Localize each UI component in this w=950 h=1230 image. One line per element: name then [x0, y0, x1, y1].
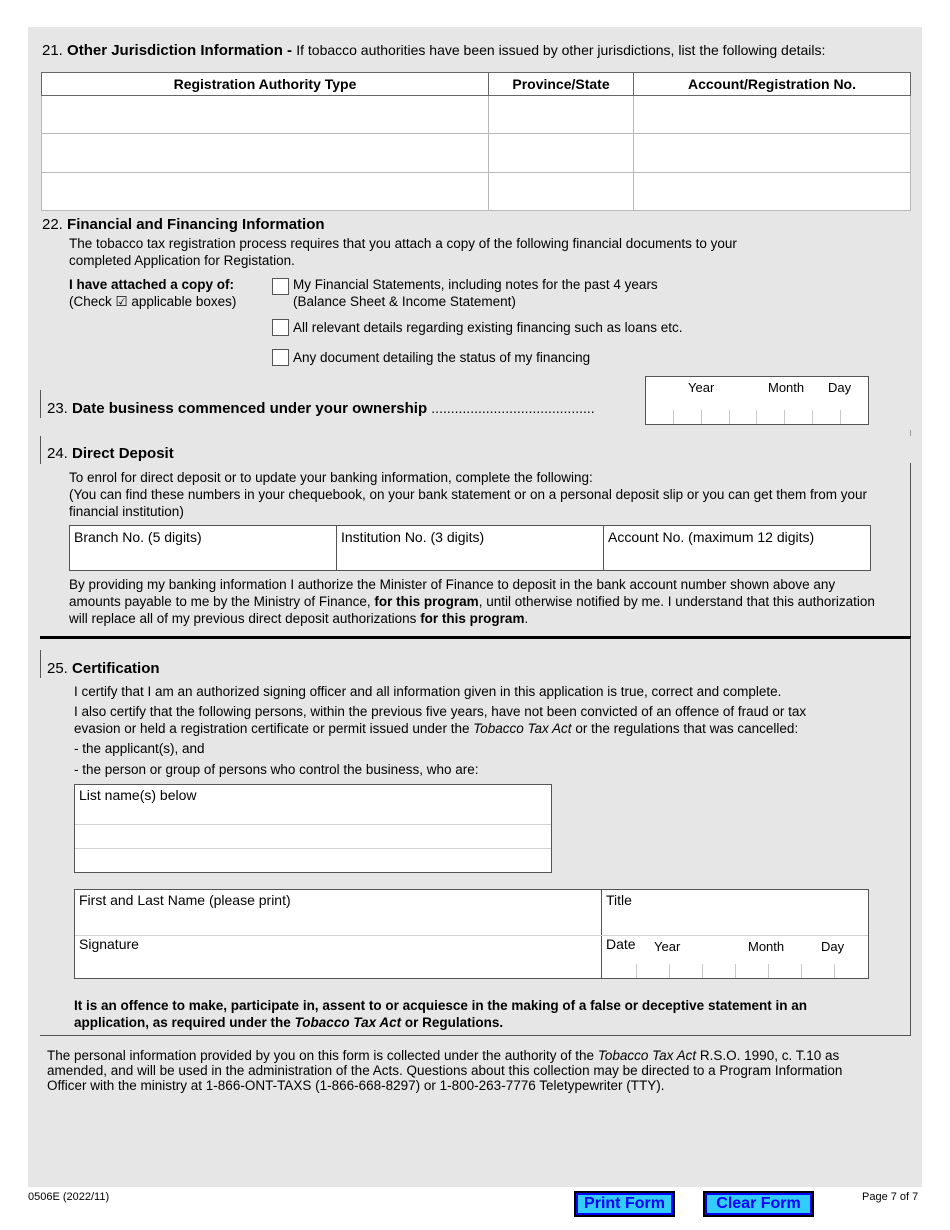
digit-separator — [840, 410, 841, 424]
divider — [910, 638, 911, 1036]
divider — [40, 390, 41, 418]
column-header: Province/State — [489, 73, 634, 96]
certification-text: I also certify that the following persons, within the previous five years, have not been convicted of an offence of fraud or tax — [74, 704, 807, 719]
digit-separator — [636, 964, 637, 978]
title-input[interactable] — [602, 890, 868, 935]
section-23-heading — [47, 399, 639, 418]
option-label: Any document detailing the status of my financing — [293, 350, 591, 365]
deposit-intro: To enrol for direct deposit or to update your banking information, complete the following: — [69, 470, 593, 485]
name-row-input[interactable] — [75, 849, 551, 872]
column-header: Account/Registration No. — [634, 73, 911, 96]
digit-separator — [735, 964, 736, 978]
commence-date-field[interactable] — [645, 376, 869, 425]
digit-separator — [702, 964, 703, 978]
day-label: Day — [828, 380, 852, 395]
year-label: Year — [688, 380, 715, 395]
financing-details-checkbox[interactable] — [272, 319, 289, 336]
section-number: 21. — [42, 42, 63, 59]
province-input[interactable] — [489, 173, 634, 211]
certification-text-part: or the regulations that was cancelled: — [575, 721, 799, 736]
section-title: Direct Deposit — [72, 445, 174, 462]
dot-leader: .......................................... — [431, 400, 595, 416]
divider — [40, 650, 41, 678]
divider — [40, 436, 41, 464]
name-label: First and Last Name (please print) — [79, 892, 291, 908]
clear-form-button[interactable]: Clear Form — [703, 1191, 814, 1217]
column-header: Registration Authority Type — [42, 73, 489, 96]
deposit-intro: (You can find these numbers in your chequebook, on your bank statement or on a personal deposit slip or you can get them from your — [69, 487, 867, 502]
authorization-text: By providing my banking information I authorize the Minister of Finance to deposit in the bank account number shown above any — [69, 577, 836, 592]
authorization-emphasis: for this program — [420, 611, 525, 626]
section-number: 22. — [42, 216, 63, 233]
page-number: Page 7 of 7 — [862, 1191, 919, 1203]
digit-separator — [701, 410, 702, 424]
title-label: Title — [606, 892, 632, 908]
authorization-text-part: will replace all of my previous direct deposit authorizations — [69, 611, 417, 626]
financing-status-checkbox[interactable] — [272, 349, 289, 366]
offence-text-part: or Regulations. — [404, 1015, 504, 1030]
signing-officer-block — [74, 889, 869, 979]
month-label: Month — [748, 939, 785, 954]
section-description: The tobacco tax registration process requires that you attach a copy of the following financial documents to your — [69, 236, 737, 251]
month-label: Month — [768, 380, 805, 395]
option-label: All relevant details regarding existing financing such as loans etc. — [293, 320, 683, 335]
account-no-input[interactable] — [634, 96, 911, 134]
section-21-heading — [42, 41, 922, 60]
section-25-heading — [47, 660, 160, 678]
digit-separator — [801, 964, 802, 978]
check-hint: (Check ☑ applicable boxes) — [69, 294, 237, 309]
controllers-list — [74, 784, 552, 873]
section-description: completed Application for Registation. — [69, 253, 295, 268]
option-label: (Balance Sheet & Income Statement) — [293, 294, 516, 309]
print-form-button[interactable]: Print Form — [574, 1191, 675, 1217]
offence-warning — [74, 1014, 503, 1031]
branch-number-field[interactable] — [70, 526, 337, 571]
year-label: Year — [654, 939, 681, 954]
name-input[interactable] — [75, 890, 601, 935]
deposit-intro: financial institution) — [69, 504, 184, 519]
section-divider — [40, 636, 911, 639]
divider — [910, 430, 911, 436]
certification-text — [74, 720, 798, 737]
privacy-text-part: The personal information provided by you on this form is collected under the authority of the — [47, 1048, 595, 1063]
authority-type-input[interactable] — [42, 96, 489, 134]
section-title: Financial and Financing Information — [67, 216, 325, 233]
institution-label: Institution No. (3 digits) — [341, 529, 485, 545]
digit-separator — [812, 410, 813, 424]
option-label: My Financial Statements, including notes for the past 4 years — [293, 277, 658, 292]
act-name: Tobacco Tax Act — [473, 721, 572, 736]
privacy-notice: Officer with the ministry at 1-866-ONT-TAXS (1-866-668-8297) or 1-800-263-7776 Teletypewriter (TTY). — [47, 1078, 665, 1093]
section-description: If tobacco authorities have been issued by other jurisdictions, list the following details: — [296, 42, 826, 58]
privacy-text-part: R.S.O. 1990, c. T.10 as — [699, 1048, 840, 1063]
authority-type-input[interactable] — [42, 134, 489, 173]
authorization-text — [69, 593, 875, 610]
digit-separator — [669, 964, 670, 978]
signature-input[interactable] — [75, 936, 601, 978]
authority-type-input[interactable] — [42, 173, 489, 211]
bullet-item: - the applicant(s), and — [74, 741, 205, 756]
date-label: Date — [606, 936, 636, 952]
institution-number-field[interactable] — [337, 526, 604, 571]
section-number: 23. — [47, 400, 68, 417]
privacy-notice: amended, and will be used in the administration of the Acts. Questions about this collection may be directed to a Program Information — [47, 1063, 843, 1078]
digit-separator — [768, 964, 769, 978]
act-name: Tobacco Tax Act — [294, 1015, 402, 1030]
section-divider — [40, 1035, 911, 1036]
jurisdiction-table — [41, 72, 911, 211]
bullet-item: - the person or group of persons who control the business, who are: — [74, 762, 479, 777]
digit-separator — [756, 410, 757, 424]
certification-text-part: evasion or held a registration certificate or permit issued under the — [74, 721, 470, 736]
authorization-text-part: , until otherwise notified by me. I understand that this authorization — [478, 594, 875, 609]
banking-table — [69, 525, 871, 571]
digit-separator — [784, 410, 785, 424]
act-name: Tobacco Tax Act — [597, 1048, 697, 1063]
section-22-heading — [42, 216, 325, 234]
list-label: List name(s) below — [79, 787, 197, 803]
account-no-input[interactable] — [634, 134, 911, 173]
form-id: 0506E (2022/11) — [28, 1191, 110, 1203]
offence-warning: It is an offence to make, participate in, assent to or acquiesce in the making of a false or deceptive statement in an — [74, 998, 807, 1013]
section-24-heading — [47, 445, 174, 463]
section-title: Other Jurisdiction Information - — [67, 42, 293, 59]
section-number: 24. — [47, 445, 68, 462]
account-label: Account No. (maximum 12 digits) — [608, 529, 815, 545]
digit-separator — [834, 964, 835, 978]
authorization-text — [69, 610, 528, 627]
divider — [910, 463, 911, 638]
signature-date-field[interactable] — [602, 936, 868, 978]
name-row-input[interactable] — [75, 810, 551, 824]
authorization-emphasis: for this program — [374, 594, 479, 609]
certification-text: I certify that I am an authorized signing officer and all information given in this application is true, correct and complete. — [74, 684, 782, 699]
section-number: 25. — [47, 660, 68, 677]
day-label: Day — [821, 939, 845, 954]
authorization-text-part: . — [524, 611, 529, 626]
account-number-field[interactable] — [604, 526, 871, 571]
digit-separator — [729, 410, 730, 424]
account-no-input[interactable] — [634, 173, 911, 211]
financial-statements-checkbox[interactable] — [272, 278, 289, 295]
signature-label: Signature — [79, 936, 139, 952]
province-input[interactable] — [489, 96, 634, 134]
branch-label: Branch No. (5 digits) — [74, 529, 202, 545]
section-title: Date business commenced under your ownership — [72, 400, 428, 417]
attached-label: I have attached a copy of: — [69, 277, 235, 292]
authorization-text-part: amounts payable to me by the Ministry of Finance, — [69, 594, 371, 609]
section-title: Certification — [72, 660, 160, 677]
province-input[interactable] — [489, 134, 634, 173]
offence-text-part: application, as required under the — [74, 1015, 291, 1030]
name-row-input[interactable] — [75, 825, 551, 848]
digit-separator — [673, 410, 674, 424]
